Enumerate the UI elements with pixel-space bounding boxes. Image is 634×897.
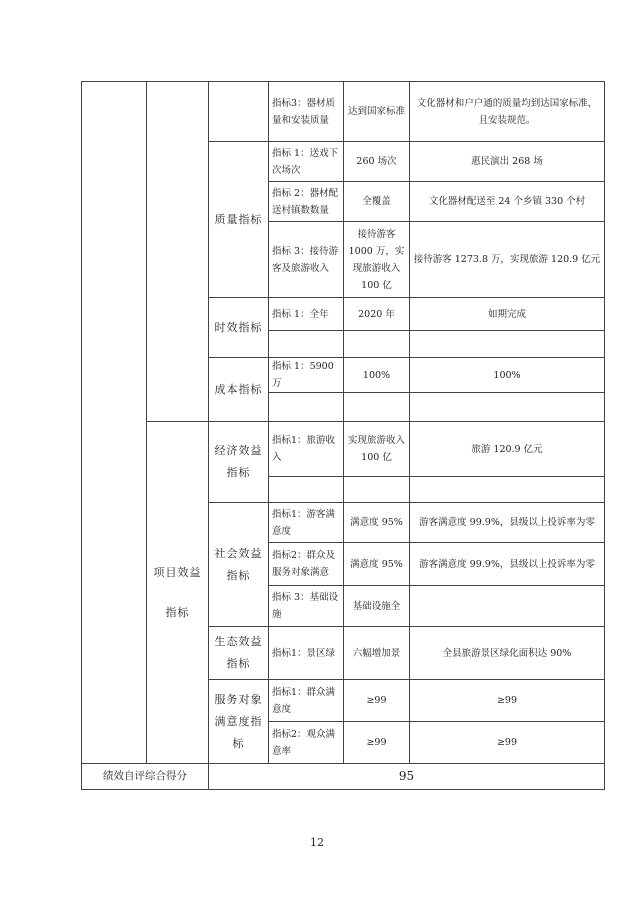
actual-cell [410,586,605,627]
empty-cell [269,331,344,358]
indicator-cell: 指标 1：全年 [269,298,344,331]
empty-cell [410,331,605,358]
total-score-label: 绩效自评综合得分 [82,764,209,790]
category-ecological: 生态效益指标 [209,627,269,680]
page-number: 12 [310,836,324,849]
empty-cell [269,477,344,503]
actual-cell: 游客满意度 99.9%，县级以上投诉率为零 [410,543,605,586]
actual-cell: 文化器材和户户通的质量均到达国家标准，且安装规范。 [410,82,605,142]
actual-cell: 接待游客 1273.8 万，实现旅游 120.9 亿元 [410,222,605,298]
empty-cell [410,477,605,503]
indicator-cell: 指标2：观众满意率 [269,722,344,764]
empty-cell [344,331,410,358]
indicator-cell: 指标 3：基础设施 [269,586,344,627]
target-cell: 100% [344,358,410,393]
category-timeliness: 时效指标 [209,298,269,358]
indicator-cell: 指标 3：接待游客及旅游收入 [269,222,344,298]
blank-subcategory-cell [209,82,269,142]
target-cell: 2020 年 [344,298,410,331]
target-cell: 全覆盖 [344,182,410,222]
indicator-cell: 指标 1：5900 万 [269,358,344,393]
indicator-cell: 指标1：景区绿 [269,627,344,680]
empty-cell [344,477,410,503]
performance-table [81,81,605,790]
target-cell: 满意度 95% [344,543,410,586]
actual-cell: 100% [410,358,605,393]
actual-cell: 游客满意度 99.9%，县级以上投诉率为零 [410,503,605,543]
target-cell: 基础设施全 [344,586,410,627]
category-service-satisfaction: 服务对象满意度指标 [209,680,269,764]
category-quality: 质量指标 [209,142,269,298]
actual-cell: ≥99 [410,680,605,722]
category-economic: 经济效益指标 [209,422,269,503]
outer-blank-cell [82,82,147,764]
indicator-cell: 指标2：群众及服务对象满意 [269,543,344,586]
target-cell: 达到国家标准 [344,82,410,142]
actual-cell: 旅游 120.9 亿元 [410,422,605,477]
actual-cell: 如期完成 [410,298,605,331]
category-social: 社会效益指标 [209,503,269,627]
empty-cell [410,393,605,422]
indicator-cell: 指标1：群众满意度 [269,680,344,722]
empty-cell [344,393,410,422]
target-cell: 260 场次 [344,142,410,182]
category-cost: 成本指标 [209,358,269,422]
indicator-cell: 指标 2：器材配送村镇数数量 [269,182,344,222]
actual-cell: ≥99 [410,722,605,764]
target-cell: 实现旅游收入 100 亿 [344,422,410,477]
indicator-cell: 指标1：游客满意度 [269,503,344,543]
target-cell: ≥99 [344,722,410,764]
actual-cell: 惠民演出 268 场 [410,142,605,182]
target-cell: 接待游客 1000 万，实现旅游收入 100 亿 [344,222,410,298]
actual-cell: 全县旅游景区绿化面积达 90% [410,627,605,680]
indicator-cell: 指标1：旅游收入 [269,422,344,477]
total-score-value: 95 [209,764,605,790]
target-cell: 六幅增加景 [344,627,410,680]
indicator-cell: 指标3：器材质量和安装质量 [269,82,344,142]
indicator-cell: 指标 1：送戏下次场次 [269,142,344,182]
blank-category-cell [147,82,209,422]
actual-cell: 文化器材配送至 24 个乡镇 330 个村 [410,182,605,222]
target-cell: ≥99 [344,680,410,722]
target-cell: 满意度 95% [344,503,410,543]
empty-cell [269,393,344,422]
category-project-benefit: 项目效益指标 [147,422,209,764]
